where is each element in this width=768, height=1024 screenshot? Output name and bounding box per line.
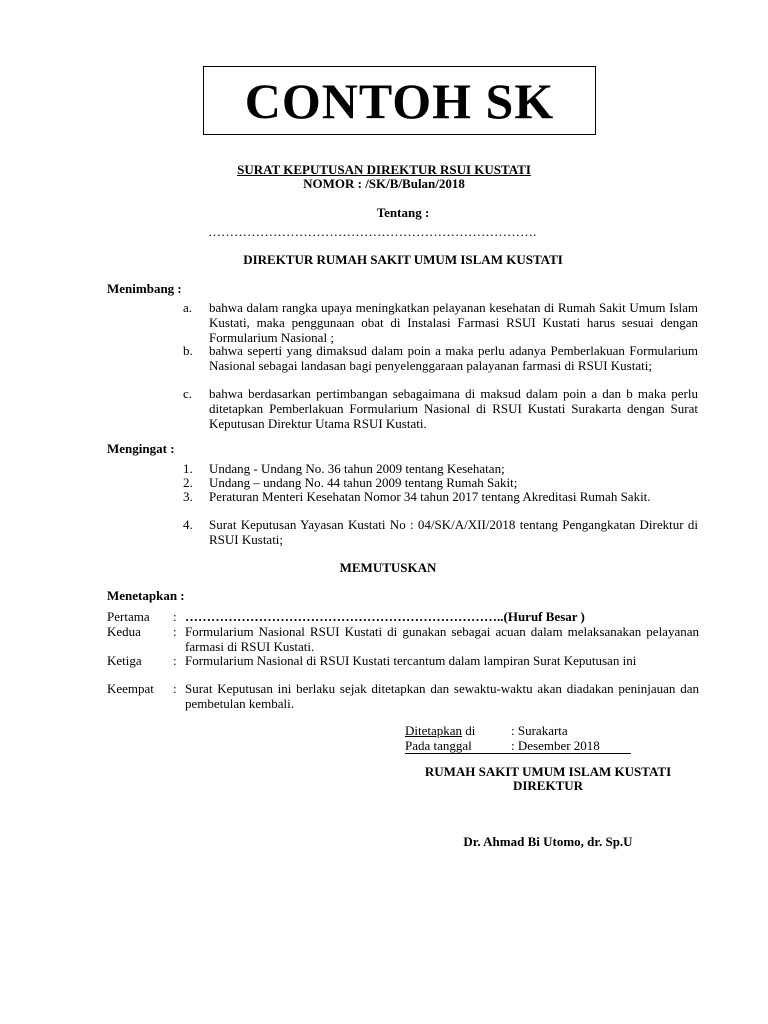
list-text: Peraturan Menteri Kesehatan Nomor 34 tahun 2017 tentang Akreditasi Rumah Sakit.	[209, 489, 651, 504]
menetapkan-label: Menetapkan :	[107, 588, 185, 603]
tentang-label: Tentang :	[376, 205, 430, 220]
list-marker: 4.	[183, 517, 193, 532]
list-text: bahwa dalam rangka upaya meningkatkan pelayanan kesehatan di Rumah Sakit Umum Islam Kustati, maka penggunaan obat di Instalasi Farmasi RSUI Kustati harus sesuai dengan Formularium Nasional ;	[209, 300, 698, 345]
mengingat-item	[183, 475, 698, 490]
decision-label: Keempat	[107, 681, 154, 696]
signature-name: Dr. Ahmad Bi Utomo, dr. Sp.U	[463, 834, 633, 849]
decision-colon: :	[173, 653, 177, 668]
list-text: bahwa berdasarkan pertimbangan sebagaimana di maksud dalam poin a dan b maka perlu ditetapkan Pemberlakuan Formularium Nasional di RSUI Kustati Surakarta dengan Surat Keputusan Direktur Utama RSUI Kustati.	[209, 386, 698, 431]
decision-colon: :	[173, 681, 177, 696]
signature-place-date	[405, 723, 635, 754]
decision-text: Surat Keputusan ini berlaku sejak ditetapkan dan sewaktu-waktu akan diadakan peninjauan dan pembetulan kembali.	[185, 681, 699, 711]
mengingat-item	[183, 461, 698, 476]
menimbang-item	[183, 386, 698, 431]
list-marker: 1.	[183, 461, 193, 476]
pertama-hint: (Huruf Besar )	[503, 609, 585, 624]
ditetapkan-label: Ditetapkan di	[405, 723, 476, 738]
decision-colon: :	[173, 624, 177, 639]
ditetapkan-value: : Surakarta	[511, 723, 568, 738]
list-marker: b.	[183, 343, 193, 358]
director-title: DIREKTUR RUMAH SAKIT UMUM ISLAM KUSTATI	[243, 252, 563, 267]
decision-label: Pertama	[107, 609, 150, 624]
memutuskan-heading: MEMUTUSKAN	[339, 560, 437, 575]
list-marker: 3.	[183, 489, 193, 504]
decree-number: NOMOR : /SK/B/Bulan/2018	[303, 176, 465, 191]
menimbang-label: Menimbang :	[107, 281, 182, 296]
menimbang-item	[183, 343, 698, 373]
list-text: Undang - Undang No. 36 tahun 2009 tentang Kesehatan;	[209, 461, 505, 476]
document-title: CONTOH SK	[244, 72, 555, 129]
pada-tanggal-row	[405, 738, 631, 754]
decision-text	[185, 609, 699, 624]
decision-pertama	[107, 609, 699, 624]
tentang-dots: ………………………………………………………………….	[208, 224, 537, 239]
decision-kedua	[107, 624, 699, 654]
pada-tanggal-label: Pada tanggal	[405, 738, 472, 753]
mengingat-item	[183, 517, 698, 547]
decision-text: Formularium Nasional RSUI Kustati di gunakan sebagai acuan dalam melaksanakan pelayanan farmasi di RSUI Kustati.	[185, 624, 699, 654]
document-title-box	[203, 66, 596, 135]
decision-ketiga	[107, 653, 699, 668]
decision-label: Kedua	[107, 624, 141, 639]
mengingat-label: Mengingat :	[107, 441, 175, 456]
decision-colon: :	[173, 609, 177, 624]
pertama-dots: ………………………………………………………………..	[185, 609, 504, 624]
decision-text: Formularium Nasional di RSUI Kustati tercantum dalam lampiran Surat Keputusan ini	[185, 653, 637, 668]
decision-label: Ketiga	[107, 653, 142, 668]
decision-keempat	[107, 681, 699, 711]
list-text: Undang – undang No. 44 tahun 2009 tentang Rumah Sakit;	[209, 475, 518, 490]
menimbang-item	[183, 300, 698, 345]
signature-org: RUMAH SAKIT UMUM ISLAM KUSTATI	[424, 764, 672, 779]
ditetapkan-row	[405, 723, 635, 738]
pada-tanggal-value: : Desember 2018	[511, 738, 600, 753]
list-text: bahwa seperti yang dimaksud dalam poin a maka perlu adanya Pemberlakuan Formularium Nasional sebagai landasan bagi penyelenggaraan palayanan farmasi di RSUI Kustati;	[209, 343, 698, 373]
mengingat-item	[183, 489, 698, 504]
list-text: Surat Keputusan Yayasan Kustati No : 04/SK/A/XII/2018 tentang Pengangkatan Direktur di RSUI Kustati;	[209, 517, 698, 547]
signature-position: DIREKTUR	[512, 778, 584, 793]
decree-heading: SURAT KEPUTUSAN DIREKTUR RSUI KUSTATI	[237, 162, 531, 177]
list-marker: a.	[183, 300, 193, 315]
list-marker: 2.	[183, 475, 193, 490]
list-marker: c.	[183, 386, 193, 401]
